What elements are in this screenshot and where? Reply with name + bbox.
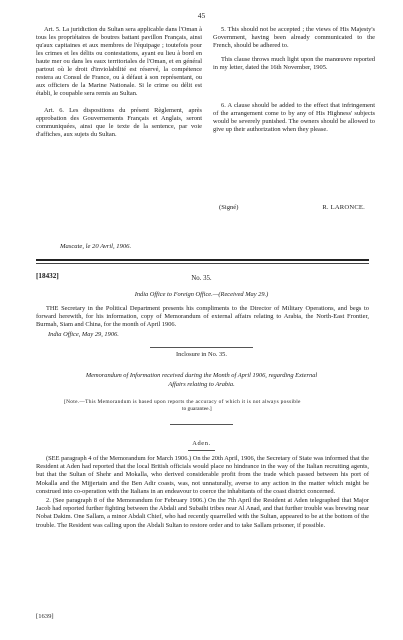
comment-5b: This clause throws much light upon the manœuvre reported in my letter, dated the 16th November, 1905. (213, 56, 375, 71)
document-number: No. 35. (191, 275, 212, 282)
note-line-2: to guarantee.] (182, 406, 212, 412)
comment-5: 5. This should not be accepted ; the views of His Majesty's Government, having been already communicated to the French, should be adhered to. (213, 26, 375, 49)
aden-paragraph-1: (SEE paragraph 4 of the Memorandum for March 1906.) On the 20th April, 1906, the Secretary of State was informed that the Resident at Aden had reported that the local British officials would place no hindrance in the way of the Italian recruiting agents, but that the Sultan of Shehr and Mokalla, who derived considerable profit from the trade which passed between his port of Mokalla and the Mijjertain and the Ben Adir coasts, was, not unnaturally, averse to any action in the matter which might be construed into co-operation with the Italians in an endeavour to coerce the inhabitants of the coast district concerned. (36, 455, 369, 495)
memo-title-line-1: Memorandum of Information received during the Month of April 1906, regarding External (85, 372, 318, 379)
aden-paragraph-2: 2. (See paragraph 8 of the Memorandum for February 1906.) On the 7th April the Resident at Aden telegraphed that Major Jacob had reported further fighting between the Abdali and Subaihi tribes near Al Anad, and that further trouble was brewing near Nobat Dakim. One Sallam, a minor Abdali Chief, who had recently quarrelled with the Sultan, appeared to be at the bottom of the trouble. The Resident was calling upon the Abdali Sultan to restore order and to take Sallam prisoner, if possible. (36, 497, 369, 529)
aden-body (36, 455, 369, 530)
section-heading-aden: Aden. (192, 440, 211, 447)
note-line-1: [Note.—This Memorandum is based upon reports the accuracy of which it is not always possible (64, 399, 301, 405)
editorial-note (64, 399, 354, 413)
signed-label: (Signé) (219, 204, 239, 211)
divider (150, 347, 253, 348)
memo-title-line-2: Affairs relating to Arabia. (168, 381, 235, 388)
page-number: 45 (197, 11, 206, 20)
section-rule-thin (36, 263, 369, 264)
letter-body (36, 305, 369, 330)
letter-text: THE Secretary in the Political Department presents his compliments to the Director of Military Operations, and begs to forward herewith, for his information, copy of Memorandum of external affairs relating to Arabia, the North-East Frontier, Burmah, Siam and China, for the month of April 1906. (36, 305, 369, 329)
footer-reference: [1639] (36, 613, 54, 620)
right-column (213, 26, 375, 134)
left-column (36, 26, 202, 139)
article-6-french: Art. 6. Les dispositions du présent Règlement, après approbation des Gouvernements Français et Anglais, seront communiquées, ainsi que le texte de la sentence, par voie d'affiches, aux sujets du Sultan. (36, 107, 202, 138)
inclosure-heading: Inclosure in No. 35. (176, 351, 227, 358)
comment-6: 6. A clause should be added to the effect that infringement of the arrangement come to by any of His Highness' subjects would be severely punished. The owners should be allowed to give up their authorization when they please. (213, 102, 375, 133)
letter-date: India Office, May 29, 1906. (48, 331, 119, 338)
signatory-name: R. LARONCE. (322, 204, 365, 211)
place-date: Mascate, le 20 Avril, 1906. (60, 243, 132, 250)
article-5-french: Art. 5. La juridiction du Sultan sera applicable dans l'Oman à tous les propriétaires de boutres battant pavillon Français, ainsi qu'aux capitaines et aux membres de l'équipage ; toutefois pour les crimes et les délits ou contestations, ayant eu lieu à bord en haute mer ou dans les eaux territoriales de l'Oman, et en général partout où le droit d'inviolabilité est réservé, la compétence restera au Consul de France, ou à défaut à son représentant, ou aux officiers de la Marine Nationale. Si le crime ou délit est établi, le coupable sera remis au Sultan. (36, 26, 202, 97)
document-reference: [18432] (36, 272, 59, 280)
section-rule-thick (36, 259, 369, 261)
aden-underline (188, 450, 215, 451)
divider-2 (170, 424, 233, 425)
from-to-line: India Office to Foreign Office.—(Received May 29.) (134, 291, 269, 298)
